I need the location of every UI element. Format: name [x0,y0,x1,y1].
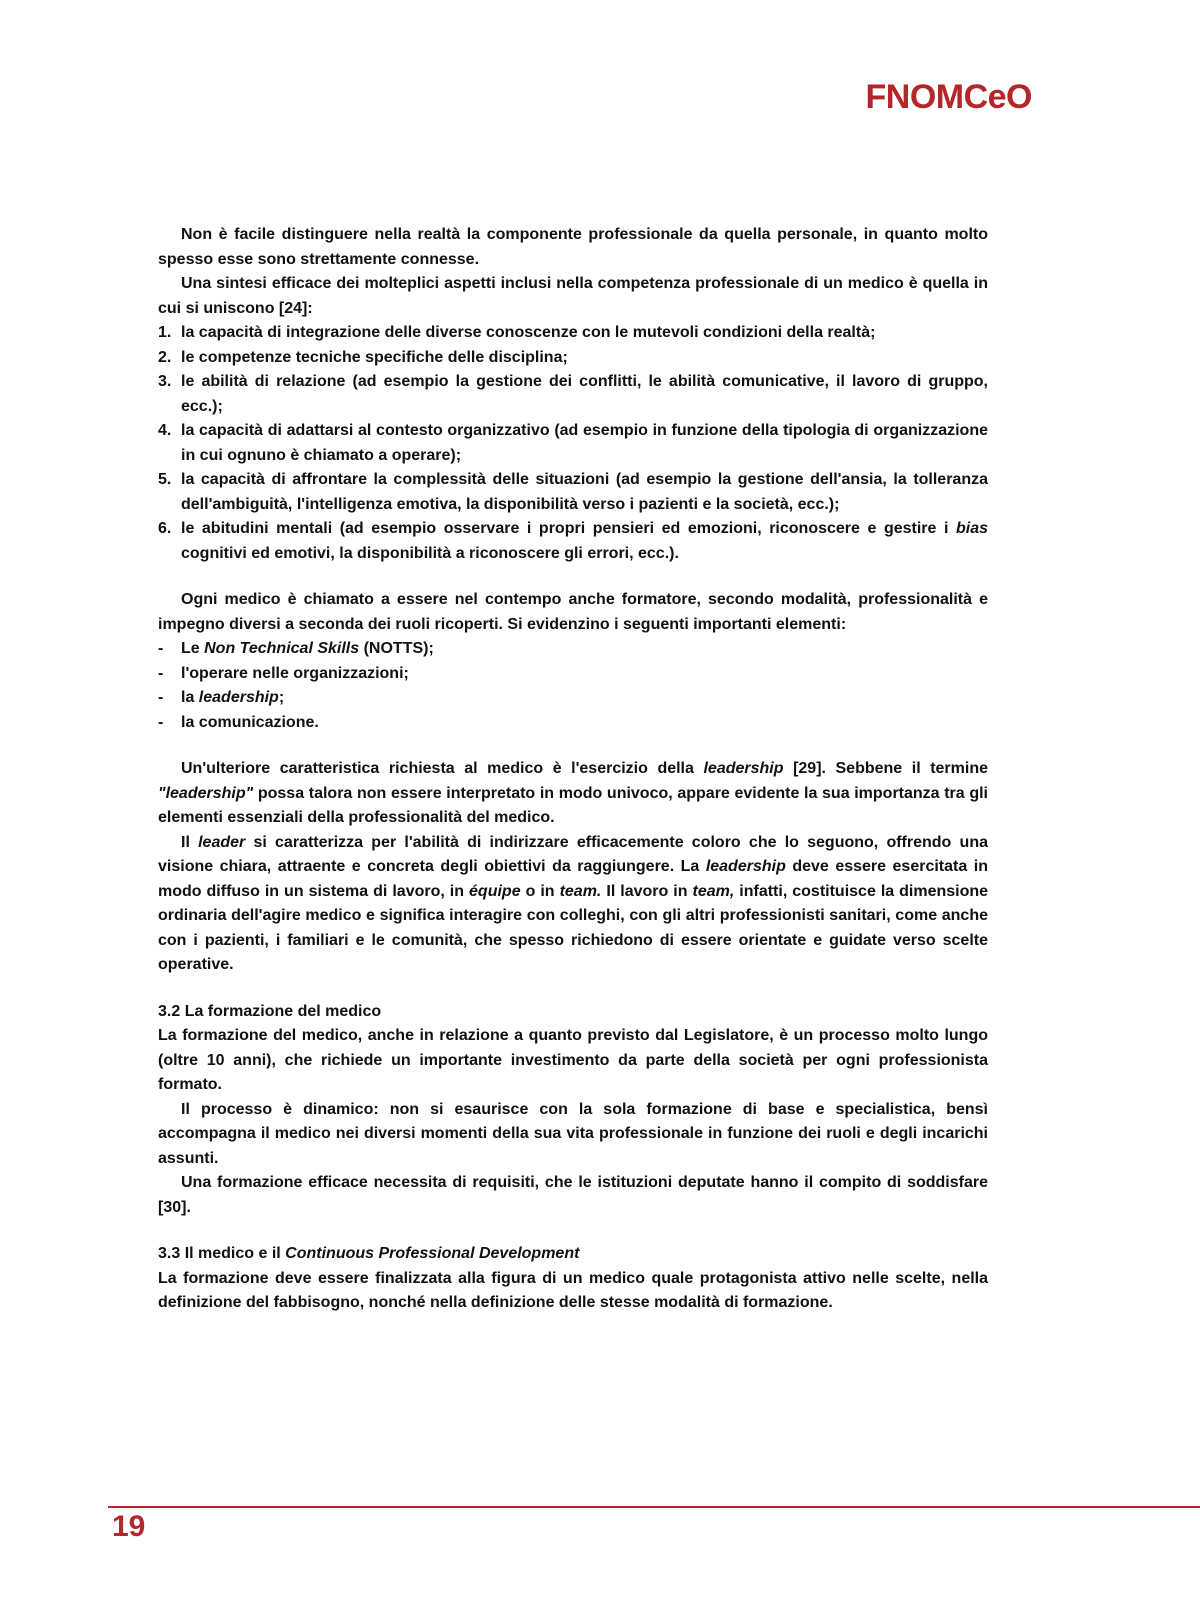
list-item [158,468,988,517]
emphasis: bias [955,520,988,537]
list-item [158,517,988,566]
list-text: Le [181,640,200,657]
list-text: la capacità di adattarsi al contesto organizzativo (ad esempio in funzione della tipologia di organizzazione in cui ognuno è chiamato a operare); [181,422,988,464]
list-dash: - [158,664,164,682]
list-item [158,662,988,687]
emphasis: team. [559,882,602,900]
list-text: la capacità di affrontare la complessità delle situazioni (ad esempio la gestione dell'ansia, la tolleranza dell'ambiguità, l'intelligenza emotiva, la disponibilità verso i pazienti e la società, ecc.); [181,471,988,513]
paragraph: Non è facile distinguere nella realtà la componente professionale da quella personale, in quanto molto spesso esse sono strettamente connesse. [158,226,988,268]
list-text: l'operare nelle organizzazioni; [181,664,409,682]
page-number: 19 [112,1510,146,1543]
section-heading: 3.3 Il medico e il Continuous Professional Development [158,1245,580,1262]
list-text: le competenze tecniche specifiche delle disciplina; [181,348,568,366]
paragraph: La formazione del medico, anche in relazione a quanto previsto dal Legislatore, è un processo molto lungo (oltre 10 anni), che richiede un importante investimento da parte della società per ogni professionista formato. [158,1027,988,1093]
list-dash: - [158,640,164,657]
paragraph: La formazione deve essere finalizzata alla figura di un medico quale protagonista attivo nelle scelte, nella definizione del fabbisogno, nonché nella definizione delle stesse modalità di formazione. [158,1269,988,1311]
paragraph: Il processo è dinamico: non si esaurisce con la sola formazione di base e specialistica, bensì accompagna il medico nei diversi momenti della sua vita professionale in funzione dei ruoli e degli incarichi assunti. [158,1100,988,1167]
emphasis: "leadership" [158,784,254,802]
emphasis: leader [198,833,246,851]
paragraph: Una sintesi efficace dei molteplici aspetti inclusi nella competenza professionale di un medico è quella in cui si uniscono [24]: [158,275,988,317]
list-item [158,686,988,711]
numbered-list [158,321,988,566]
paragraph: Una formazione efficace necessita di requisiti, che le istituzioni deputate hanno il compito di soddisfare [30]. [158,1174,988,1216]
footer-divider [108,1506,1200,1508]
list-number: 1. [158,324,172,341]
emphasis: leadership [703,760,784,777]
list-text: la [181,689,195,706]
list-item [158,321,988,346]
list-dash: - [158,689,164,706]
list-text: (NOTTS); [363,640,434,657]
emphasis: Non Technical Skills [204,640,360,657]
emphasis: Continuous Professional Development [285,1245,580,1262]
list-text: la comunicazione. [181,713,319,731]
paragraph: Un'ulteriore caratteristica richiesta al medico è l'esercizio della leadership [29]. Sebbene il termine "leadership" possa talora non essere interpretato in modo univoco, appare evidente la sua importanza tra gli elementi essenziali della professionalità del medico. [158,760,988,826]
section-heading: 3.2 La formazione del medico [158,1002,382,1020]
page-body [158,223,988,1316]
brand-logo: FNOMCeO [865,78,1032,116]
list-dash: - [158,713,164,731]
list-number: 3. [158,373,172,390]
list-number: 5. [158,471,172,488]
emphasis: leadership [705,858,786,875]
list-item [158,346,988,371]
list-text: la capacità di integrazione delle diverse conoscenze con le mutevoli condizioni della realtà; [181,324,876,341]
list-number: 2. [158,348,172,366]
list-number: 4. [158,422,172,439]
list-text: ; [278,689,285,706]
paragraph: Il leader si caratterizza per l'abilità di indirizzare efficacemente coloro che lo seguono, offrendo una visione chiara, attraente e concreta degli obiettivi da raggiungere. La leadership deve essere esercitata in modo diffuso in un sistema di lavoro, in équipe o in team. Il lavoro in team, infatti, costituisce la dimensione ordinaria dell'agire medico e significa interagire con colleghi, con gli altri professionisti sanitari, come anche con i pazienti, i familiari e le comunità, che spesso richiedono di essere orientate e guidate verso scelte operative. [158,833,989,973]
list-text: le abilità di relazione (ad esempio la gestione dei conflitti, le abilità comunicative, il lavoro di gruppo, ecc.); [181,373,988,415]
list-item [158,637,988,662]
list-item [158,419,988,468]
emphasis: équipe [469,882,521,900]
paragraph: Ogni medico è chiamato a essere nel contempo anche formatore, secondo modalità, professionalità e impegno diversi a seconda dei ruoli ricoperti. Si evidenzino i seguenti importanti elementi: [158,591,988,633]
list-text: le abitudini mentali (ad esempio osservare i propri pensieri ed emozioni, riconoscere e gestire i [181,520,949,537]
list-item [158,370,988,419]
list-item [158,711,988,736]
list-number: 6. [158,520,172,537]
emphasis: team, [692,882,735,900]
emphasis: leadership [198,689,279,706]
dash-list [158,637,988,735]
list-text: cognitivi ed emotivi, la disponibilità a riconoscere gli errori, ecc.). [181,544,679,562]
